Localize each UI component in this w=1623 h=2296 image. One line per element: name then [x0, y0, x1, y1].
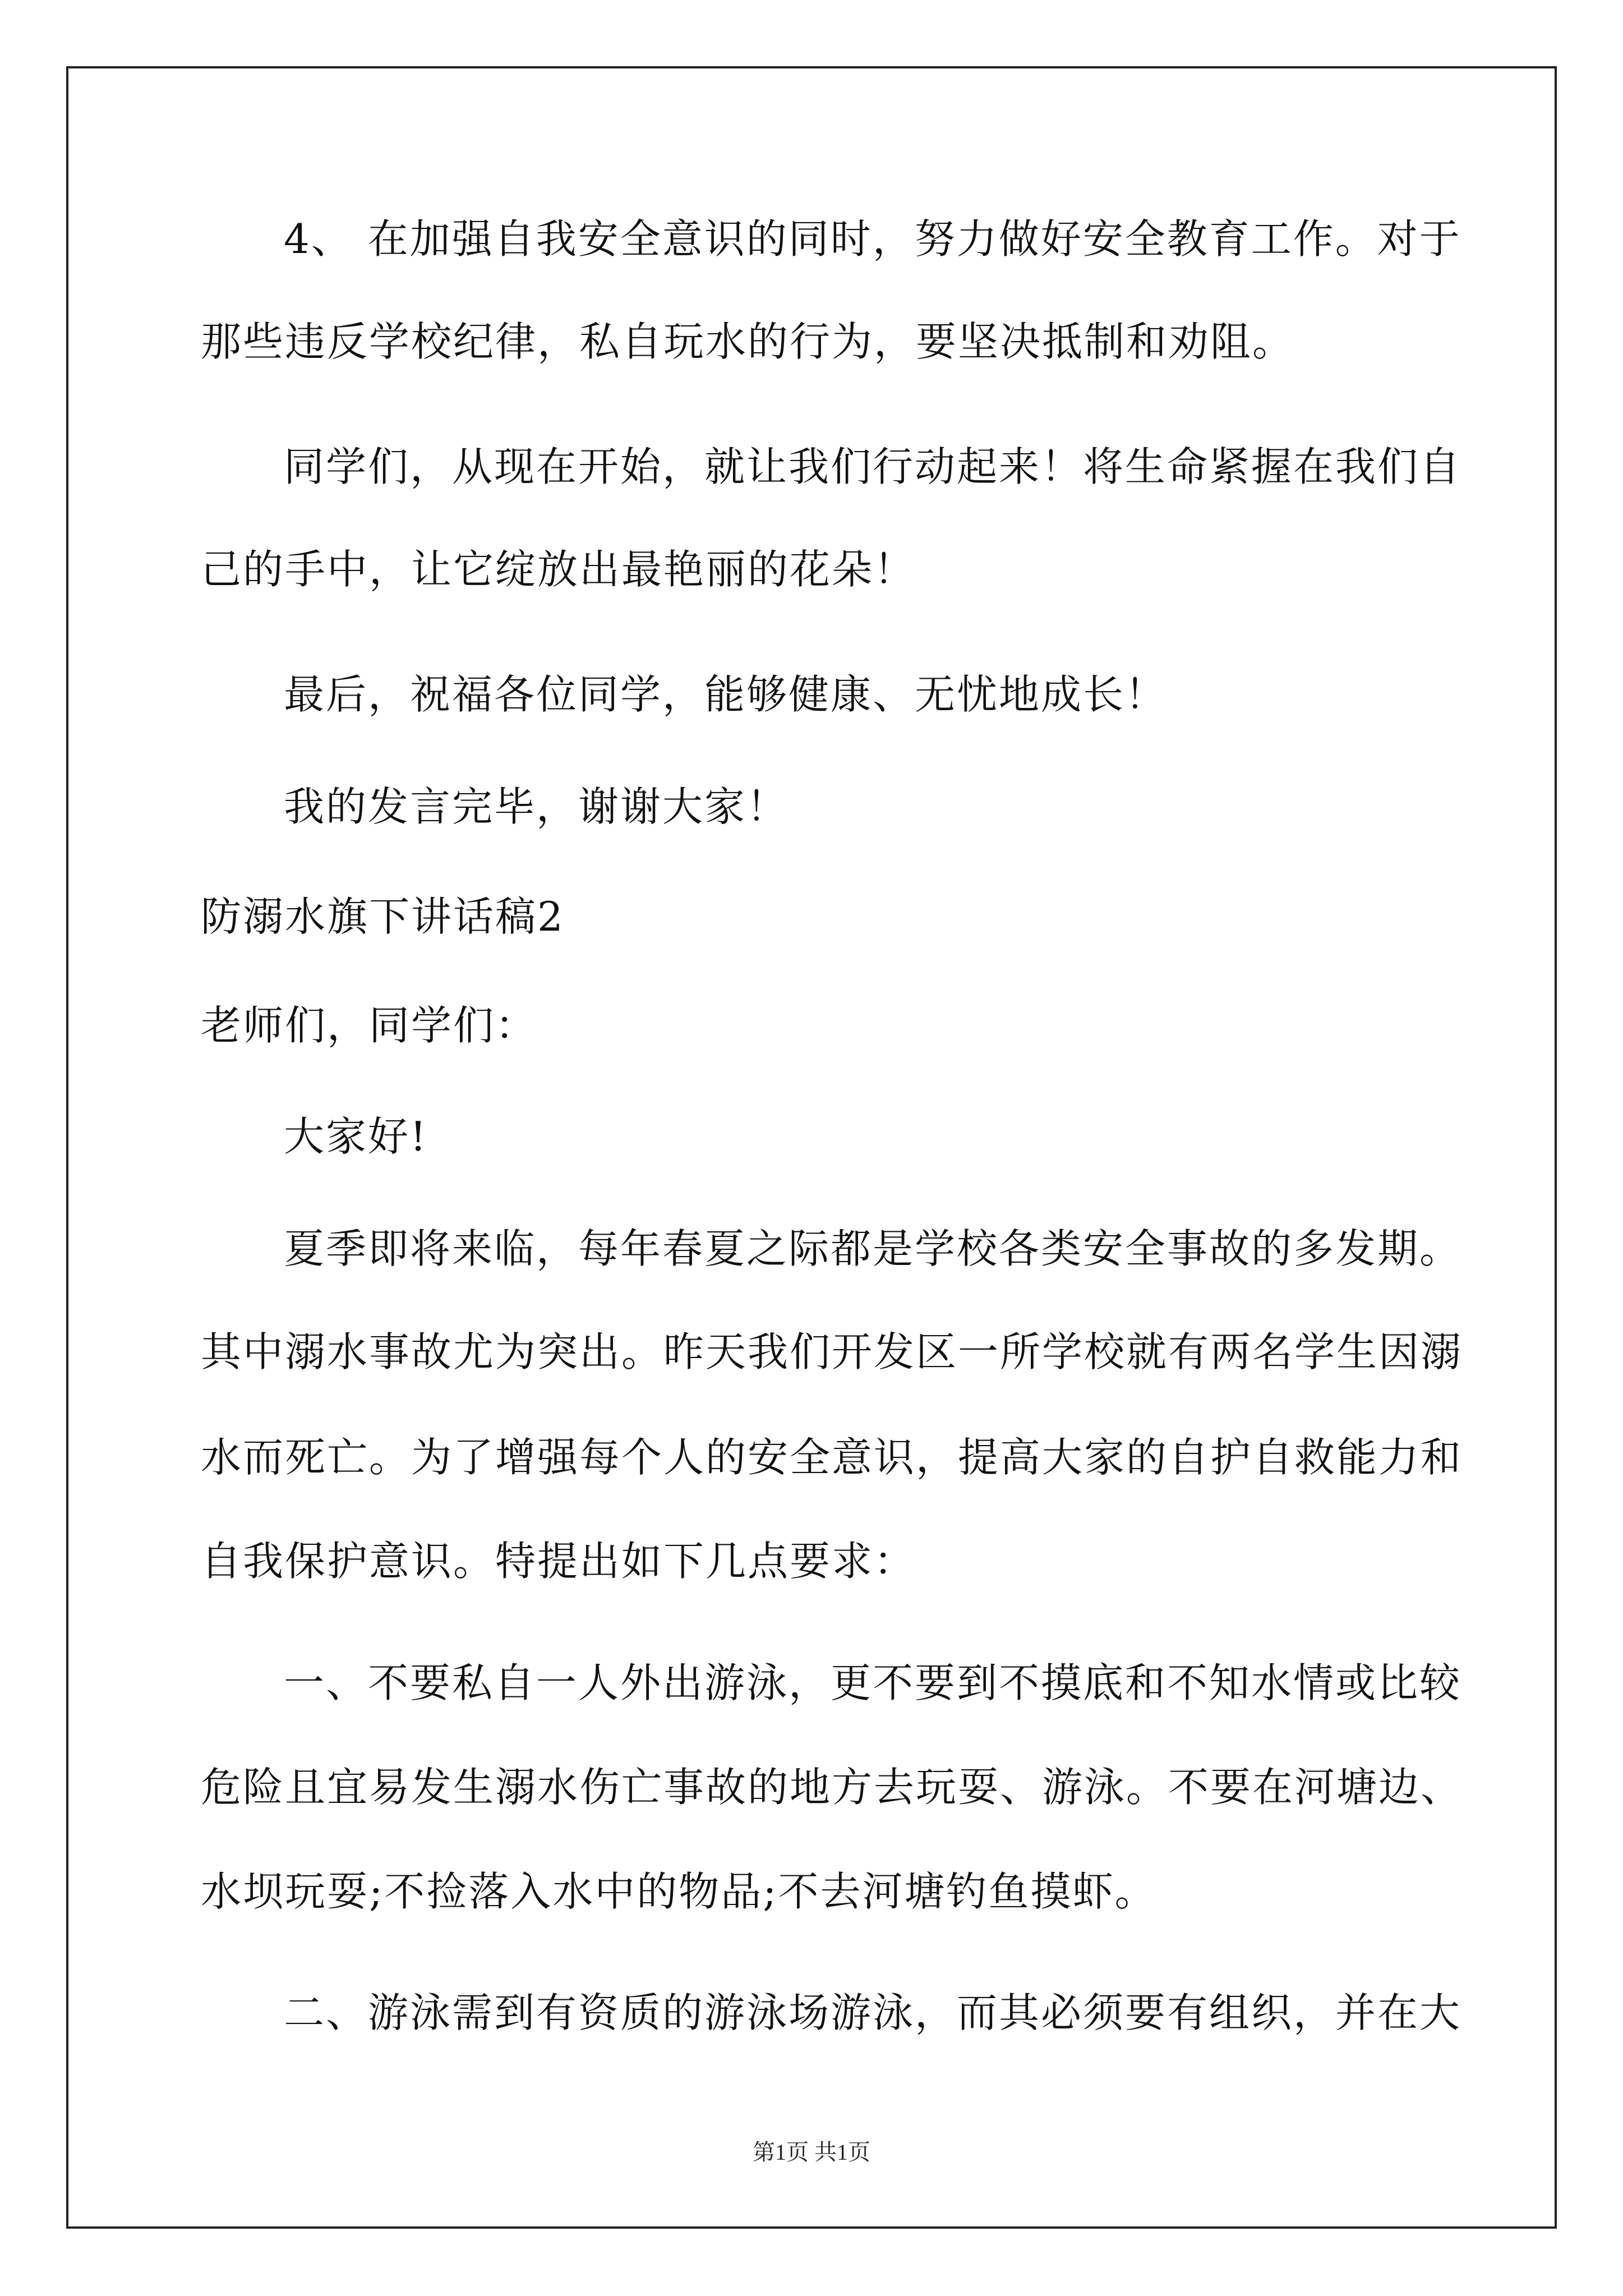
section-heading: 防溺水旗下讲话稿2 — [201, 893, 565, 940]
paragraph-line: 我的发言完毕，谢谢大家！ — [284, 783, 789, 830]
paragraph-line: 同学们，从现在开始，就让我们行动起来！将生命紧握在我们自 — [284, 443, 1462, 490]
paragraph-line: 其中溺水事故尤为突出。昨天我们开发区一所学校就有两名学生因溺 — [201, 1328, 1463, 1375]
paragraph-line: 自我保护意识。特提出如下几点要求： — [201, 1538, 916, 1585]
paragraph-line: 那些违反学校纪律，私自玩水的行为，要坚决抵制和劝阻。 — [201, 318, 1295, 365]
greeting: 大家好! — [284, 1113, 428, 1160]
paragraph-line: 夏季即将来临，每年春夏之际都是学校各类安全事故的多发期。 — [284, 1225, 1462, 1272]
paragraph-line: 4、 在加强自我安全意识的同时，努力做好安全教育工作。对于 — [284, 215, 1461, 263]
paragraph-line: 水坝玩耍;不捡落入水中的物品;不去河塘钓鱼摸虾。 — [201, 1868, 1157, 1915]
paragraph-line: 一、不要私自一人外出游泳，更不要到不摸底和不知水情或比较 — [284, 1659, 1462, 1706]
paragraph-line: 最后，祝福各位同学，能够健康、无忧地成长！ — [284, 671, 1168, 718]
paragraph-line: 水而死亡。为了增强每个人的安全意识，提高大家的自护自救能力和 — [201, 1434, 1463, 1481]
page-footer: 第1页 共1页 — [753, 2139, 870, 2165]
paragraph-line: 己的手中，让它绽放出最艳丽的花朵！ — [201, 546, 916, 593]
salutation: 老师们，同学们： — [201, 1002, 538, 1049]
paragraph-line: 二、游泳需到有资质的游泳场游泳，而其必须要有组织，并在大 — [284, 1989, 1462, 2036]
paragraph-line: 危险且宜易发生溺水伤亡事故的地方去玩耍、游泳。不要在河塘边、 — [201, 1764, 1463, 1811]
